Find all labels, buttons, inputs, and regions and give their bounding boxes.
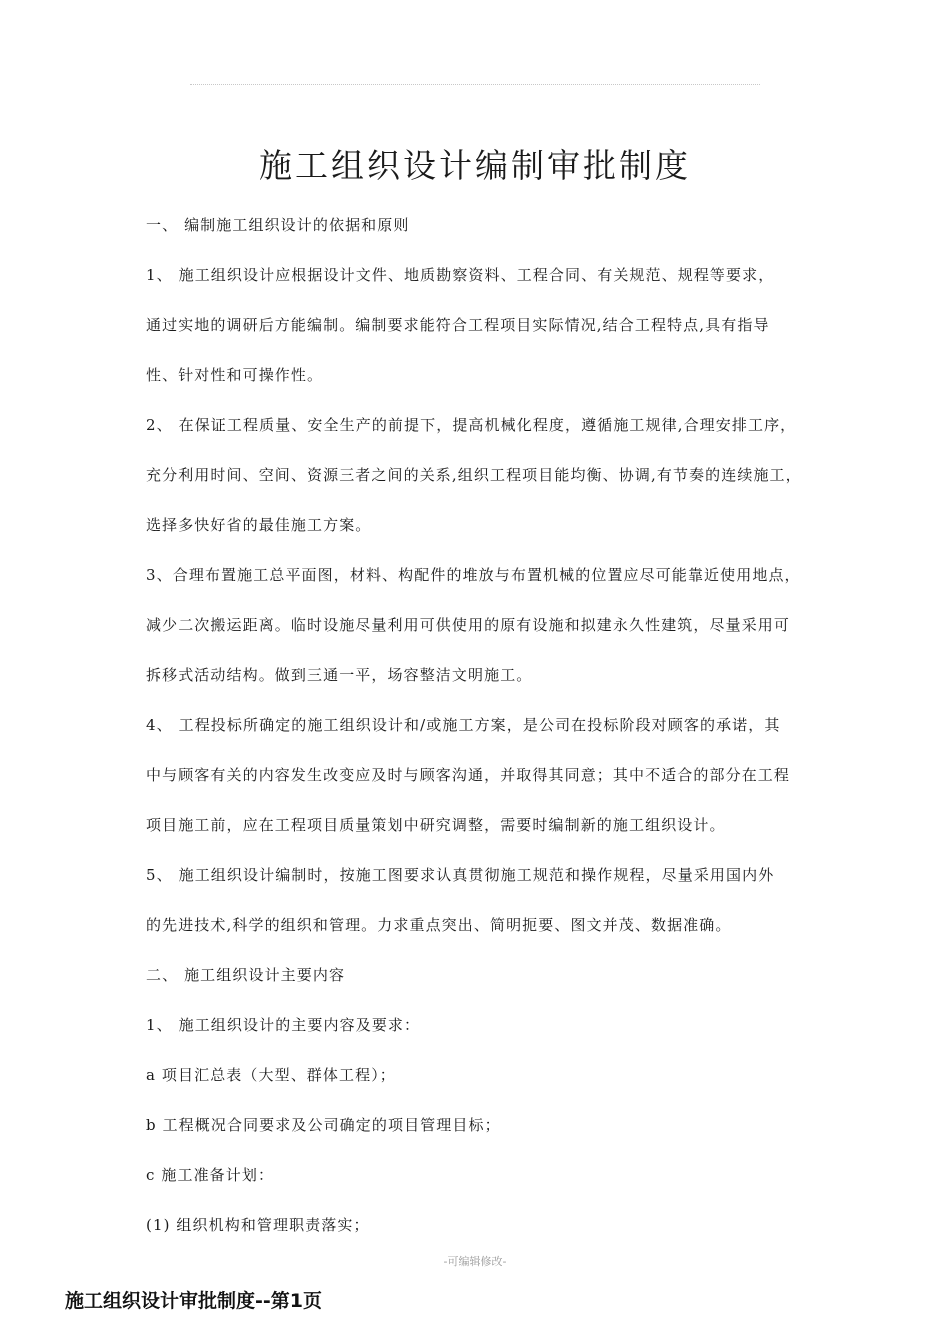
paragraph-line: 充分利用时间、空间、资源三者之间的关系,组织工程项目能均衡、协调,有节奏的连续施工， [146,466,802,484]
paragraph-line: 1、 施工组织设计应根据设计文件、地质勘察资料、工程合同、有关规范、规程等要求， [146,266,775,284]
section-heading: 二、 施工组织设计主要内容 [146,966,346,984]
document-title: 施工组织设计编制审批制度 [259,146,691,186]
list-item: 1、 施工组织设计的主要内容及要求： [146,1016,421,1034]
section-heading: 一、 编制施工组织设计的依据和原则 [146,216,410,234]
list-item: a 项目汇总表（大型、群体工程）； [146,1066,396,1084]
paragraph-line: 的先进技术,科学的组织和管理。力求重点突出、简明扼要、图文并茂、数据准确。 [146,916,732,934]
paragraph-line: 3、合理布置施工总平面图，材料、构配件的堆放与布置机械的位置应尽可能靠近使用地点， [146,566,801,584]
paragraph-line: 5、 施工组织设计编制时，按施工图要求认真贯彻施工规范和操作规程，尽量采用国内外 [146,866,775,884]
paragraph-line: 减少二次搬运距离。临时设施尽量利用可供使用的原有设施和拟建永久性建筑，尽量采用可 [146,616,791,634]
paragraph-line: 4、 工程投标所确定的施工组织设计和/或施工方案，是公司在投标阶段对顾客的承诺，其 [146,716,781,734]
page-caption: 施工组织设计审批制度--第1页 [65,1290,322,1312]
footer-note: -可编辑修改- [443,1255,507,1268]
list-item: b 工程概况合同要求及公司确定的项目管理目标； [146,1116,501,1134]
paragraph-line: 通过实地的调研后方能编制。编制要求能符合工程项目实际情况,结合工程特点,具有指导 [146,316,770,334]
paragraph-line: 2、 在保证工程质量、安全生产的前提下，提高机械化程度，遵循施工规律,合理安排工序， [146,416,797,434]
paragraph-line: 性、针对性和可操作性。 [146,366,324,384]
paragraph-line: 选择多快好省的最佳施工方案。 [146,516,372,534]
paragraph-line: 拆移式活动结构。做到三通一平，场容整洁文明施工。 [146,666,533,684]
list-item: c 施工准备计划： [146,1166,275,1184]
header-rule [190,84,760,85]
paragraph-line: 项目施工前，应在工程项目质量策划中研究调整，需要时编制新的施工组织设计。 [146,816,726,834]
paragraph-line: 中与顾客有关的内容发生改变应及时与顾客沟通，并取得其同意；其中不适合的部分在工程 [146,766,791,784]
list-item: (1) 组织机构和管理职责落实； [146,1216,370,1234]
document-body [146,200,811,1250]
